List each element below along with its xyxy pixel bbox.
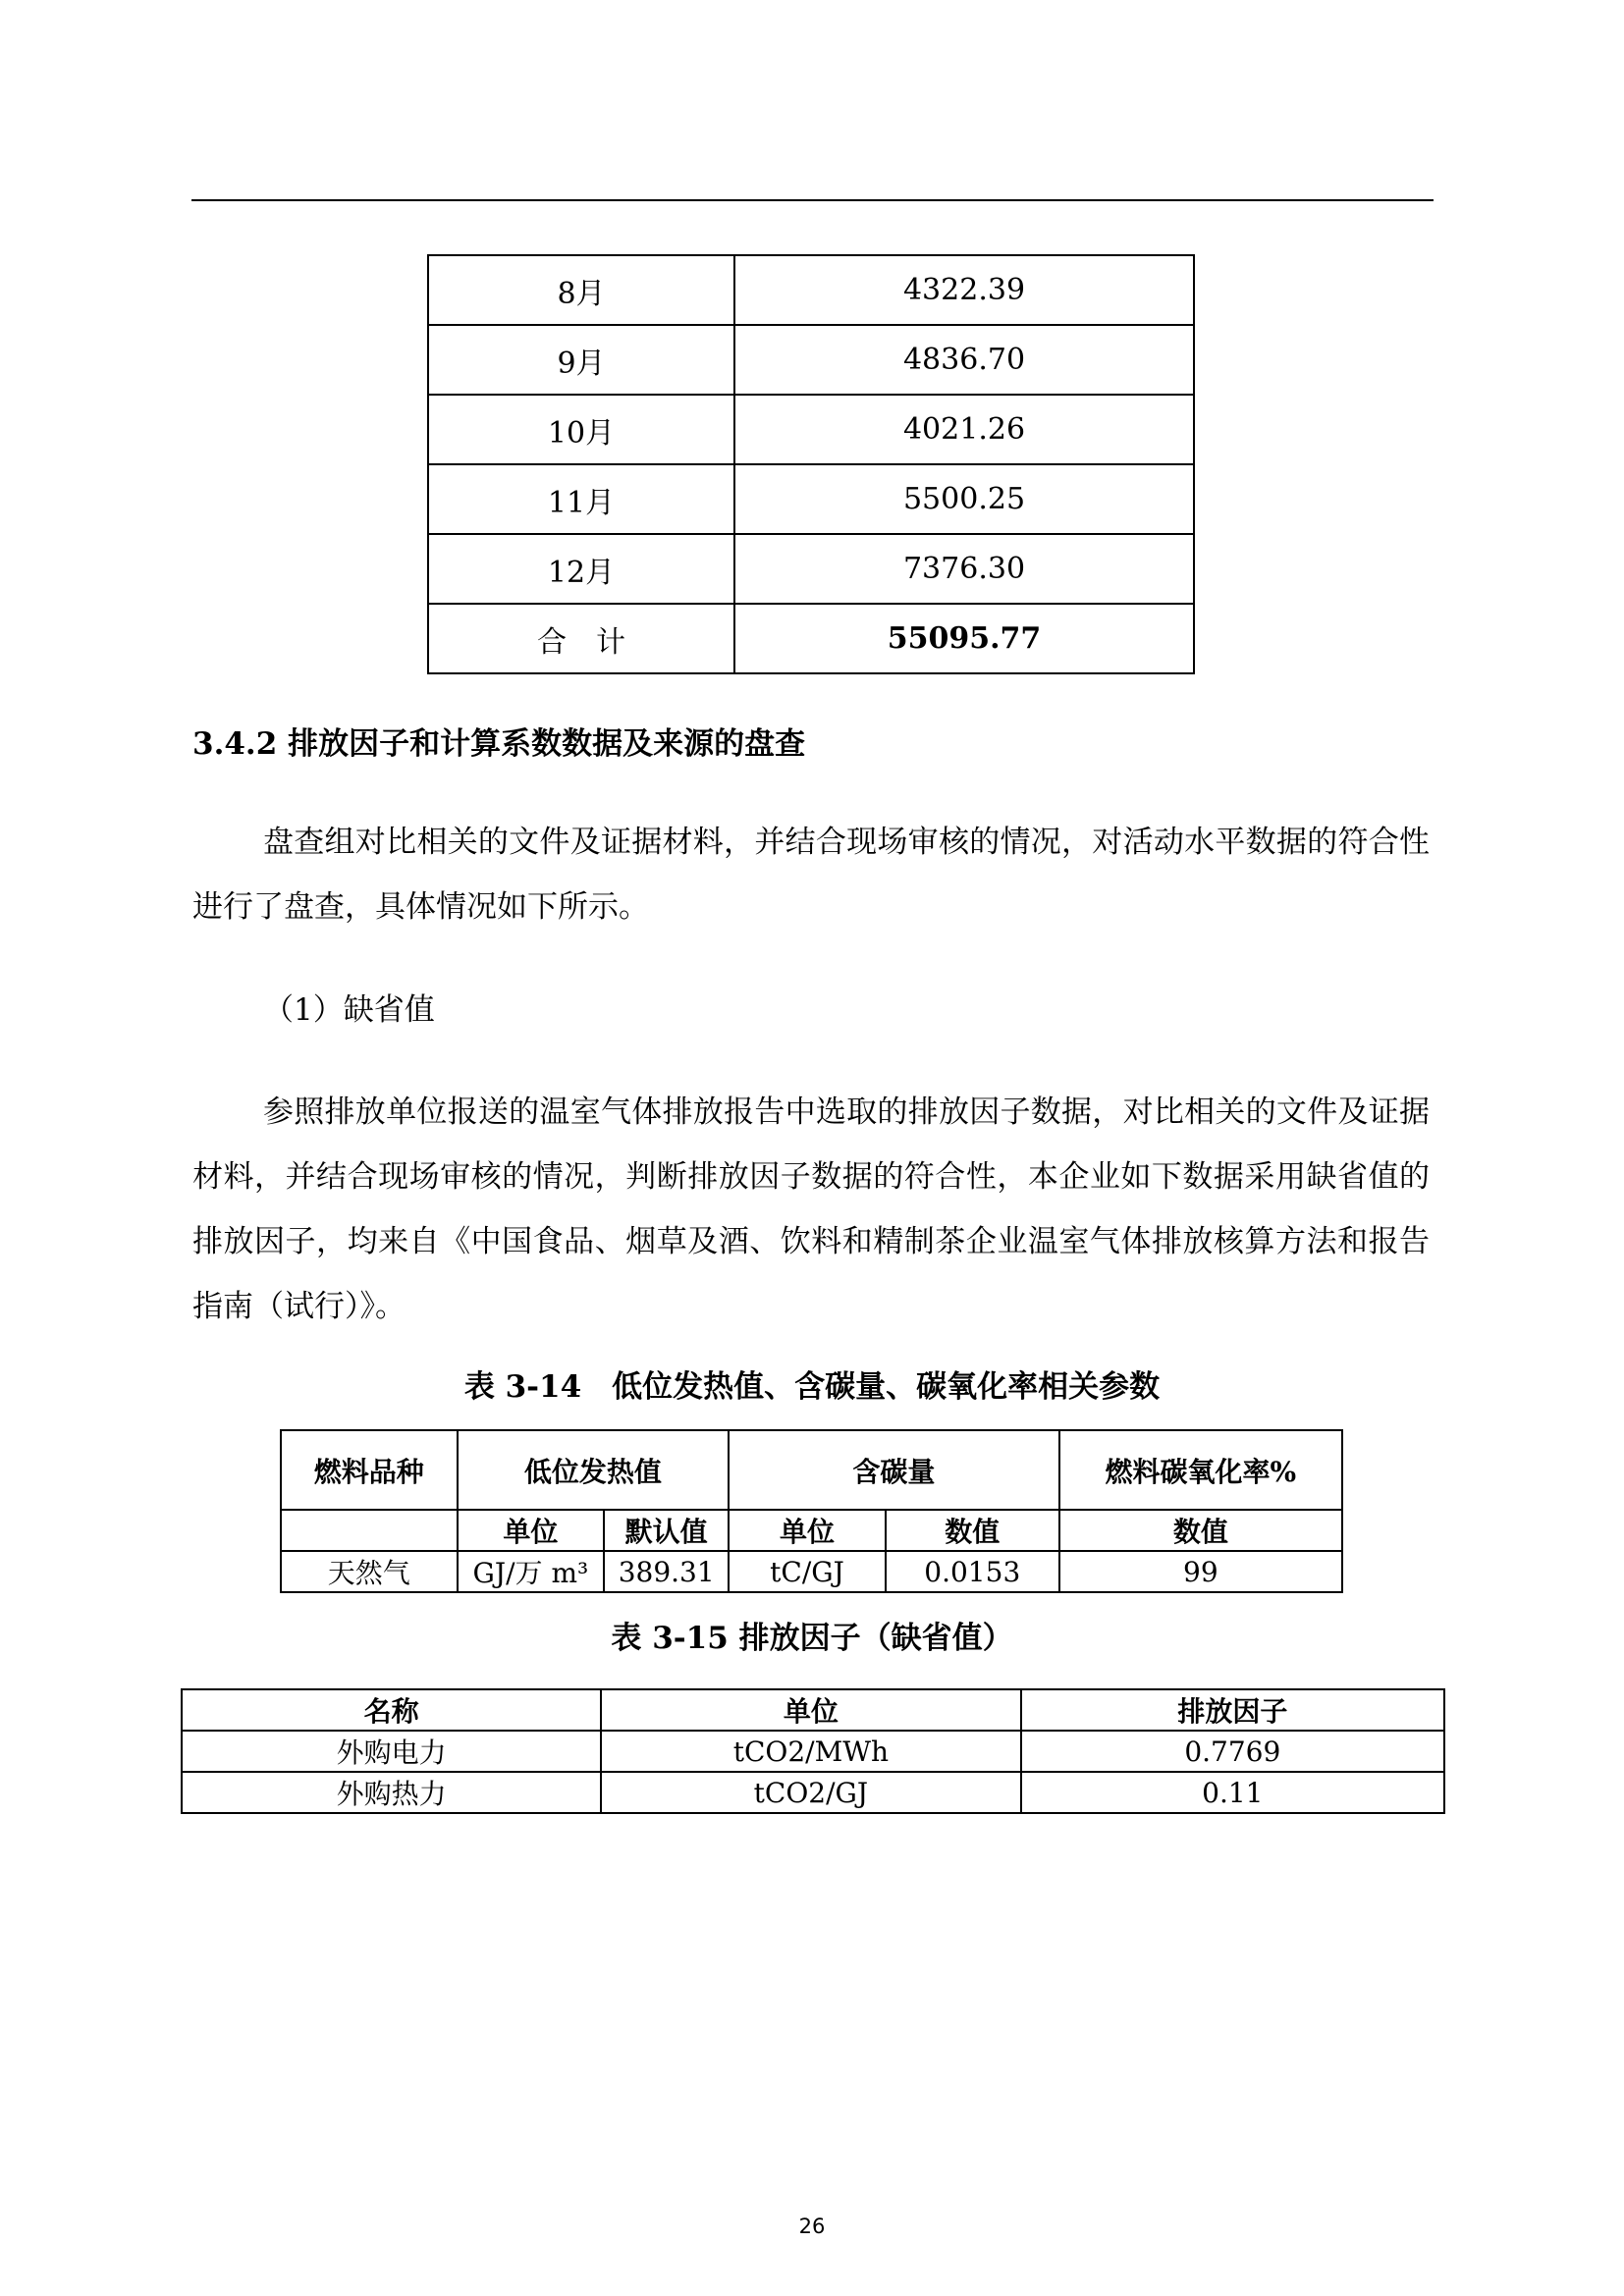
unit-cell: tCO2/MWh (601, 1731, 1020, 1772)
fuel-header: 燃料品种 (281, 1430, 458, 1510)
ncv-unit-cell: GJ/万 m³ (458, 1551, 605, 1592)
month-cell: 11月 (428, 464, 734, 534)
item-label: （1）缺省值 (263, 992, 435, 1028)
monthly-consumption-table (427, 254, 1195, 674)
section-heading: 3.4.2 排放因子和计算系数数据及来源的盘查 (192, 726, 806, 762)
table-subheader-row (281, 1510, 1342, 1551)
name-cell: 外购电力 (182, 1731, 601, 1772)
empty-cell (281, 1510, 458, 1551)
name-header: 名称 (182, 1689, 601, 1731)
table-row (428, 534, 1194, 604)
factor-cell: 0.7769 (1021, 1731, 1444, 1772)
table-3-15-caption: 表 3-15 排放因子（缺省值） (611, 1621, 1013, 1656)
table-3-14-caption: 表 3-14 低位发热值、含碳量、碳氧化率相关参数 (463, 1369, 1161, 1405)
value-cell: 4322.39 (734, 255, 1194, 325)
carbon-unit-cell: tC/GJ (729, 1551, 886, 1592)
factor-header: 排放因子 (1021, 1689, 1444, 1731)
total-value: 55095.77 (734, 604, 1194, 673)
oxidation-value-cell: 99 (1059, 1551, 1342, 1592)
total-label: 合 计 (428, 604, 734, 673)
factor-cell: 0.11 (1021, 1772, 1444, 1813)
month-cell: 12月 (428, 534, 734, 604)
table-row (182, 1731, 1444, 1772)
header-rule (191, 199, 1434, 201)
value-cell: 4021.26 (734, 395, 1194, 464)
ncv-default-cell: 389.31 (604, 1551, 729, 1592)
body-paragraph: 参照排放单位报送的温室气体排放报告中选取的排放因子数据，对比相关的文件及证据材料，并结合现场审核的情况，判断排放因子数据的符合性，本企业如下数据采用缺省值的排放因子，均来自《中国食品、烟草及酒、饮料和精制茶企业温室气体排放核算方法和报告指南（试行）》。 (192, 1095, 1430, 1324)
oxidation-value-subheader: 数值 (1059, 1510, 1342, 1551)
value-cell: 7376.30 (734, 534, 1194, 604)
table-row (428, 464, 1194, 534)
month-cell: 10月 (428, 395, 734, 464)
value-cell: 4836.70 (734, 325, 1194, 395)
page-number: 26 (798, 2215, 826, 2238)
table-row (281, 1551, 1342, 1592)
carbon-value-cell: 0.0153 (886, 1551, 1059, 1592)
ncv-unit-subheader: 单位 (458, 1510, 605, 1551)
unit-header: 单位 (601, 1689, 1020, 1731)
emission-factor-table (181, 1688, 1445, 1814)
ncv-carbon-oxidation-table (280, 1429, 1343, 1593)
month-cell: 9月 (428, 325, 734, 395)
oxidation-header: 燃料碳氧化率% (1059, 1430, 1342, 1510)
table-header-row (281, 1430, 1342, 1510)
carbon-unit-subheader: 单位 (729, 1510, 886, 1551)
carbon-value-subheader: 数值 (886, 1510, 1059, 1551)
table-row (182, 1772, 1444, 1813)
table-row (428, 325, 1194, 395)
table-row (428, 395, 1194, 464)
total-row (428, 604, 1194, 673)
name-cell: 外购热力 (182, 1772, 601, 1813)
unit-cell: tCO2/GJ (601, 1772, 1020, 1813)
table-row (428, 255, 1194, 325)
table-header-row (182, 1689, 1444, 1731)
ncv-header: 低位发热值 (458, 1430, 730, 1510)
fuel-cell: 天然气 (281, 1551, 458, 1592)
carbon-header: 含碳量 (729, 1430, 1059, 1510)
ncv-default-subheader: 默认值 (604, 1510, 729, 1551)
intro-paragraph: 盘查组对比相关的文件及证据材料，并结合现场审核的情况，对活动水平数据的符合性进行了盘查，具体情况如下所示。 (192, 825, 1430, 925)
month-cell: 8月 (428, 255, 734, 325)
value-cell: 5500.25 (734, 464, 1194, 534)
